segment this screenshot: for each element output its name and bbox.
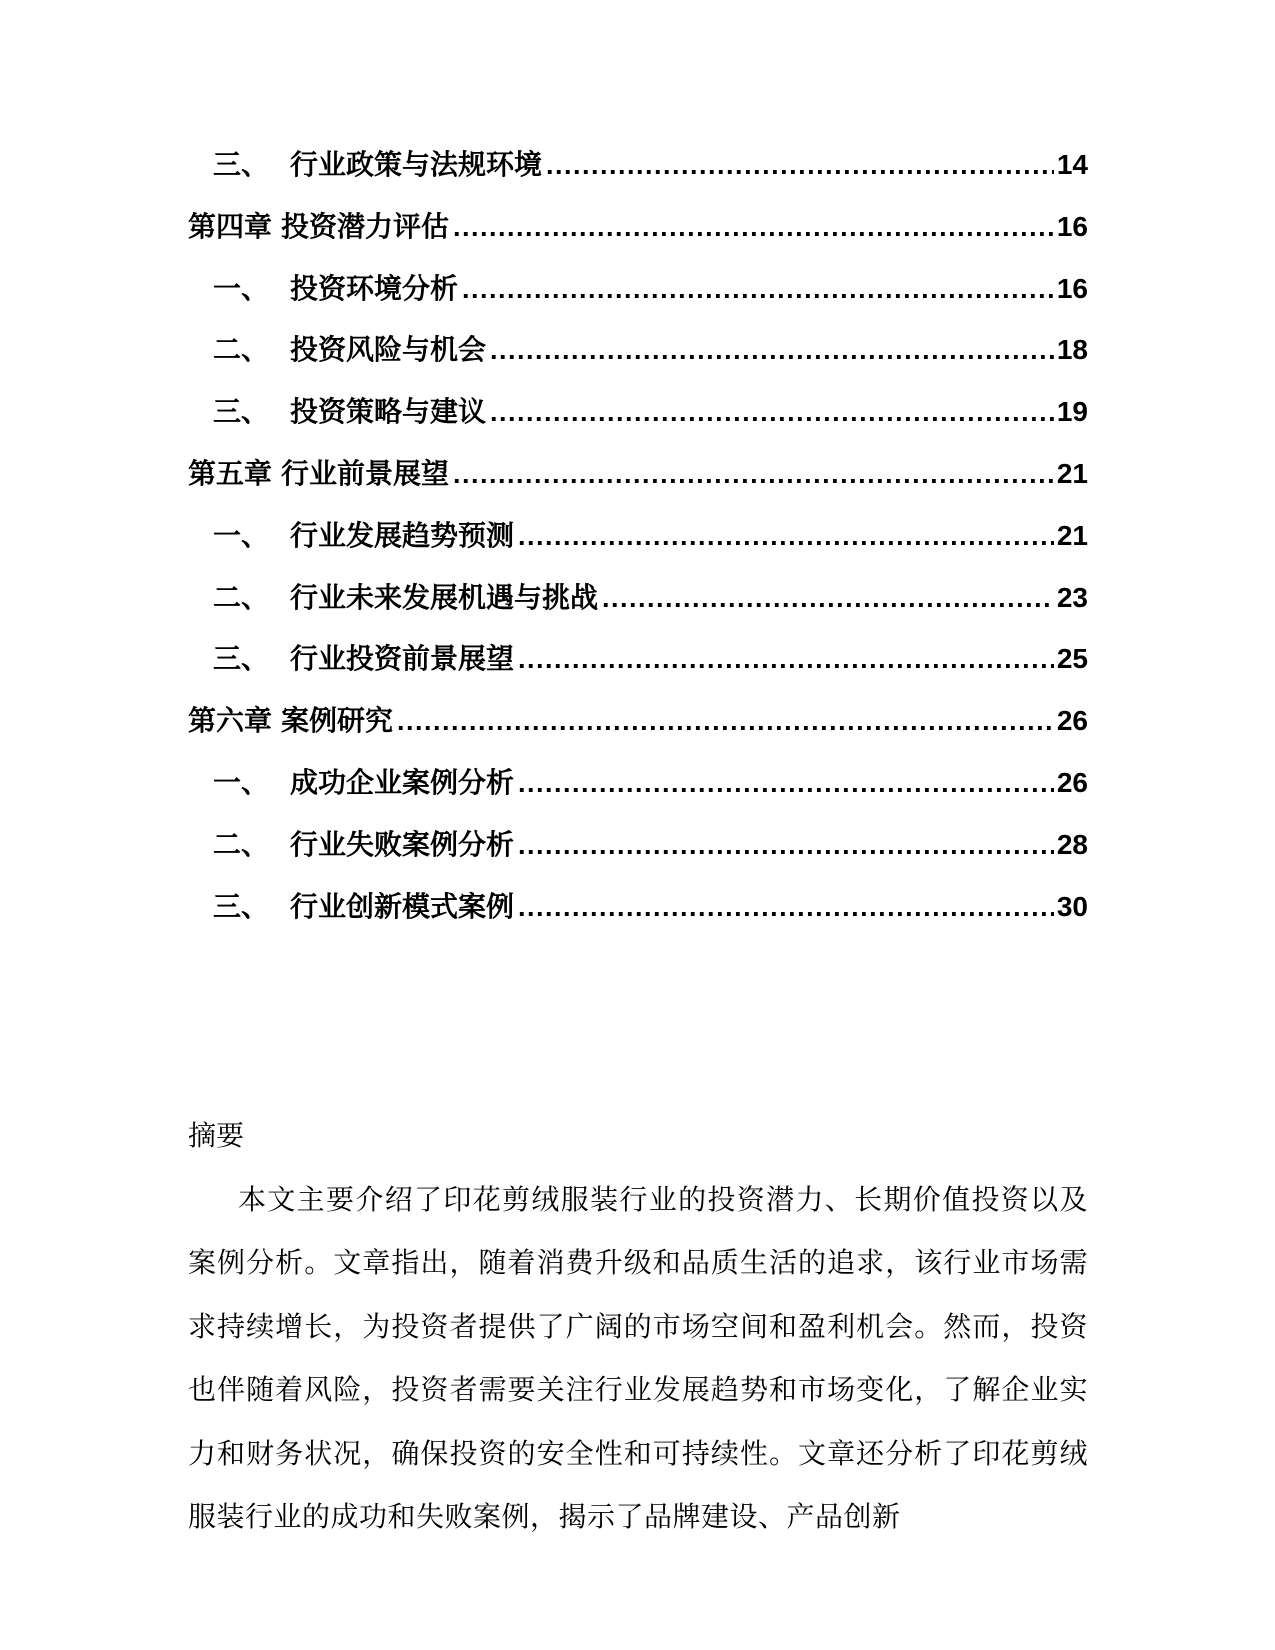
toc-entry-number: 三、 (213, 149, 270, 180)
toc-entry-number: 第五章 (188, 457, 273, 489)
toc-entry-number: 一、 (213, 766, 270, 798)
toc-page-number: 21 (1056, 519, 1088, 551)
toc-page-number: 28 (1056, 828, 1088, 860)
toc-entry (188, 381, 1088, 443)
toc-leader-dots (453, 196, 1054, 259)
toc-entry-title: 案例研究 (281, 705, 394, 737)
toc-entry-number: 三、 (213, 890, 270, 922)
toc-leader-dots (490, 381, 1054, 444)
toc-page-number: 18 (1056, 334, 1088, 366)
toc-entry-title: 行业投资前景展望 (290, 643, 515, 675)
toc-entry (188, 876, 1088, 938)
toc-leader-dots (453, 443, 1054, 506)
toc-page-number: 21 (1056, 457, 1088, 489)
toc-entry (188, 443, 1088, 505)
toc-leader-dots (602, 567, 1054, 630)
toc-entry (188, 628, 1088, 690)
toc-entry (188, 814, 1088, 876)
toc-leader-dots (518, 876, 1054, 939)
toc-leader-dots (546, 134, 1054, 197)
toc-entry-number: 二、 (213, 334, 270, 366)
toc-page-number: 19 (1056, 396, 1088, 428)
toc-entry (188, 196, 1088, 258)
toc-leader-dots (518, 628, 1054, 691)
toc-entry-title: 投资环境分析 (290, 272, 459, 304)
toc-entry (188, 567, 1088, 629)
toc-entry (188, 752, 1088, 814)
toc-entry-title: 行业发展趋势预测 (290, 519, 515, 551)
abstract-paragraph: 本文主要介绍了印花剪绒服装行业的投资潜力、长期价值投资以及案例分析。文章指出，随着消费升级和品质生活的追求，该行业市场需求持续增长，为投资者提供了广阔的市场空间和盈利机会。然而，投资也伴随着风险，投资者需要关注行业发展趋势和市场变化，了解企业实力和财务状况，确保投资的安全性和可持续性。文章还分析了印花剪绒服装行业的成功和失败案例，揭示了品牌建设、产品创新 (188, 1183, 1088, 1533)
table-of-contents (188, 0, 1088, 937)
toc-leader-dots (518, 814, 1054, 877)
toc-entry-number: 三、 (213, 643, 270, 675)
toc-entry-number: 一、 (213, 272, 270, 304)
toc-entry (188, 690, 1088, 752)
toc-entry (188, 258, 1088, 320)
toc-page-number: 16 (1056, 272, 1088, 304)
toc-page-number: 14 (1056, 149, 1088, 180)
toc-entry-title: 行业前景展望 (281, 457, 450, 489)
toc-leader-dots (518, 752, 1054, 815)
toc-entry-title: 行业创新模式案例 (290, 890, 515, 922)
toc-entry (188, 505, 1088, 567)
toc-entry (188, 134, 1088, 196)
toc-leader-dots (518, 505, 1054, 568)
toc-page-number: 26 (1056, 705, 1088, 737)
toc-entry (188, 319, 1088, 381)
toc-entry-title: 成功企业案例分析 (290, 766, 515, 798)
toc-leader-dots (397, 690, 1054, 753)
toc-entry-title: 投资策略与建议 (290, 396, 487, 428)
toc-entry-title: 投资风险与机会 (290, 334, 487, 366)
toc-entry-title: 投资潜力评估 (281, 210, 450, 242)
toc-entry-title: 行业政策与法规环境 (290, 149, 543, 180)
toc-page-number: 30 (1056, 890, 1088, 922)
toc-page-number: 16 (1056, 210, 1088, 242)
toc-page-number: 25 (1056, 643, 1088, 675)
toc-page-number: 23 (1056, 581, 1088, 613)
toc-entry-number: 第四章 (188, 210, 273, 242)
toc-leader-dots (462, 258, 1054, 321)
toc-entry-number: 第六章 (188, 705, 273, 737)
toc-entry-title: 行业失败案例分析 (290, 828, 515, 860)
toc-page-number: 26 (1056, 766, 1088, 798)
toc-entry-number: 一、 (213, 519, 270, 551)
toc-entry-number: 三、 (213, 396, 270, 428)
toc-leader-dots (490, 319, 1054, 382)
toc-entry-number: 二、 (213, 581, 270, 613)
toc-entry-title: 行业未来发展机遇与挑战 (290, 581, 599, 613)
abstract-section (188, 1104, 1088, 1549)
toc-entry-number: 二、 (213, 828, 270, 860)
abstract-heading: 摘要 (188, 1120, 245, 1152)
